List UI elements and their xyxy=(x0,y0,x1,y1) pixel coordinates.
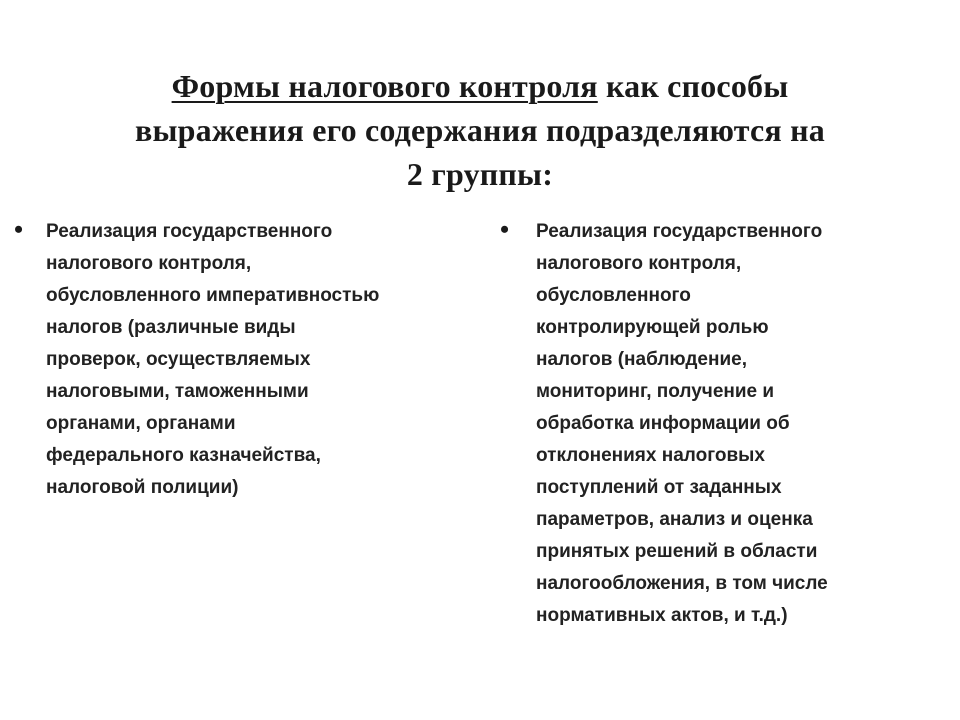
slide-title xyxy=(60,64,900,196)
left-column xyxy=(14,216,454,504)
right-column xyxy=(500,216,920,632)
bullet-icon: • xyxy=(500,215,510,244)
title-line2: выражения его содержания подразделяются на xyxy=(135,112,825,148)
title-underlined-phrase: Формы налогового контроля xyxy=(171,68,598,104)
bullet-item-controlling xyxy=(500,216,920,632)
title-line3: 2 группы: xyxy=(406,156,554,192)
title-line1-rest: как способы xyxy=(597,68,789,104)
bullet-icon: • xyxy=(14,215,24,244)
bullet-text-controlling: Реализация государственного налогового контроля, обусловленного контролирующей ролью налогов (наблюдение, мониторинг, получение и обработка информации об отклонениях налоговых поступлений от заданных параметров, анализ и оценка принятых решений в области налогообложения, в том числе нормативных актов, и т.д.) xyxy=(536,221,828,626)
bullet-item-imperative xyxy=(14,216,454,504)
bullet-text-imperative: Реализация государственного налогового контроля, обусловленного императивностью налогов (различные виды проверок, осуществляемых налоговыми, таможенными органами, органами федерального казначейства, налоговой полиции) xyxy=(46,221,380,498)
